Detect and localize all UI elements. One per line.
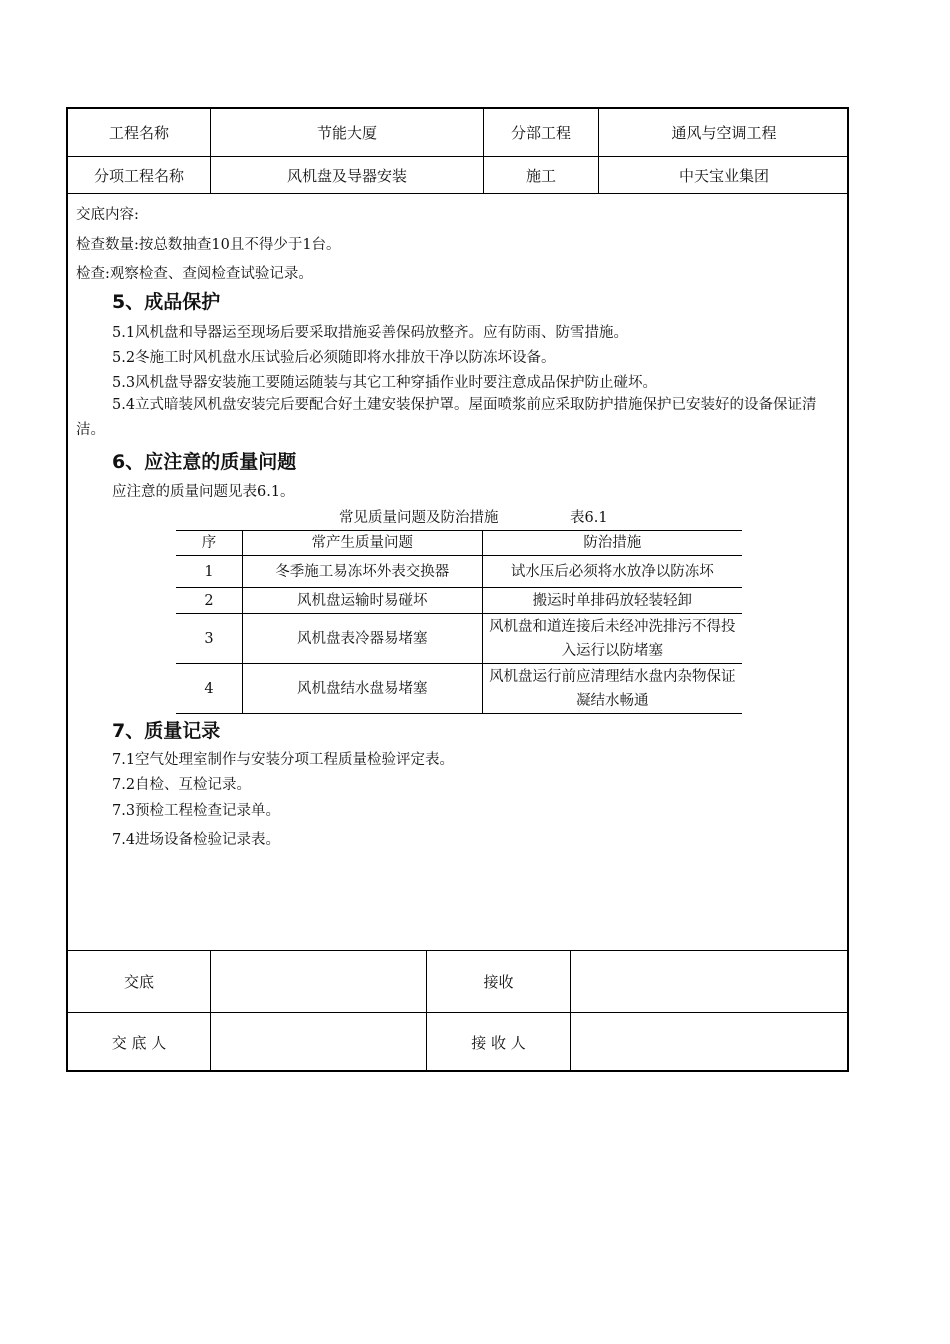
cell-issue: 风机盘运输时易碰坏 [242, 588, 482, 614]
section-6-title: 6、应注意的质量问题 [112, 451, 297, 473]
quality-issues-table [176, 530, 742, 714]
cell-measure: 风机盘和道连接后未经冲洗排污不得投入运行以防堵塞 [482, 614, 742, 664]
cell-no: 1 [176, 556, 242, 588]
table-number: 表6.1 [570, 510, 608, 526]
sec5-item-3: 5.3风机盘导器安装施工要随运随装与其它工种穿插作业时要注意成品保护防止碰坏。 [112, 375, 658, 391]
subitem-name-label: 分项工程名称 [68, 157, 211, 193]
cell-no: 3 [176, 614, 242, 664]
check-quantity: 检查数量:按总数抽查10且不得少于1台。 [76, 237, 341, 253]
sec6-intro: 应注意的质量问题见表6.1。 [112, 484, 295, 500]
table-header-row [176, 531, 742, 556]
sec7-item-3: 7.3预检工程检查记录单。 [112, 803, 281, 819]
disclose-field[interactable] [211, 951, 427, 1012]
sec7-item-4: 7.4进场设备检验记录表。 [112, 832, 281, 848]
header-row-1 [68, 109, 847, 157]
cell-measure: 搬运时单排码放轻装轻卸 [482, 588, 742, 614]
division-label: 分部工程 [484, 109, 599, 156]
sec7-item-2: 7.2自检、互检记录。 [112, 777, 252, 793]
section-7-title: 7、质量记录 [112, 720, 221, 742]
receive-label: 接收 [427, 951, 571, 1012]
cell-measure: 试水压后必须将水放净以防冻坏 [482, 556, 742, 588]
cell-no: 2 [176, 588, 242, 614]
disclose-label: 交底 [68, 951, 211, 1012]
section-5-title: 5、成品保护 [112, 291, 221, 313]
discloser-label: 交 底 人 [68, 1013, 211, 1072]
cell-issue: 冬季施工易冻坏外表交换器 [242, 556, 482, 588]
subitem-name-value: 风机盘及导器安装 [211, 157, 484, 193]
sec5-item-2: 5.2冬施工时风机盘水压试验后必须随即将水排放干净以防冻坏设备。 [112, 350, 556, 366]
table-row [176, 614, 742, 664]
project-name-label: 工程名称 [68, 109, 211, 156]
signature-row-1 [68, 950, 847, 1012]
receiver-field[interactable] [571, 1013, 849, 1072]
intro-label: 交底内容: [76, 207, 139, 223]
cell-issue: 风机盘结水盘易堵塞 [242, 664, 482, 714]
sec5-item-1: 5.1风机盘和导器运至现场后要采取措施妥善保码放整齐。应有防雨、防雪措施。 [112, 325, 629, 341]
contractor-value: 中天宝业集团 [678, 166, 769, 185]
discloser-field[interactable] [211, 1013, 427, 1072]
table-row [176, 588, 742, 614]
cell-no: 4 [176, 664, 242, 714]
division-value: 通风与空调工程 [671, 124, 777, 142]
table-row [176, 556, 742, 588]
receiver-label: 接 收 人 [427, 1013, 571, 1072]
table-caption: 常见质量问题及防治措施 [339, 510, 499, 526]
signature-row-2 [68, 1012, 847, 1072]
col-header-issue: 常产生质量问题 [242, 531, 482, 556]
table-row [176, 664, 742, 714]
cell-measure: 风机盘运行前应清理结水盘内杂物保证凝结水畅通 [482, 664, 742, 714]
sec7-item-1: 7.1空气处理室制作与安装分项工程质量检验评定表。 [112, 752, 455, 768]
col-header-no: 序 [176, 531, 242, 556]
col-header-measure: 防治措施 [482, 531, 742, 556]
header-row-2 [68, 157, 847, 194]
project-name-value: 节能大厦 [211, 109, 484, 156]
contractor-label: 施工 [484, 157, 599, 193]
sec5-item-4: 5.4立式暗装风机盘安装完后要配合好土建安装保护罩。屋面喷浆前应采取防护措施保护已安装好的设备保证清洁。 [76, 397, 817, 438]
cell-issue: 风机盘表冷器易堵塞 [242, 614, 482, 664]
receive-field[interactable] [571, 951, 849, 1012]
check-method: 检查:观察检查、查阅检查试验记录。 [76, 266, 313, 282]
